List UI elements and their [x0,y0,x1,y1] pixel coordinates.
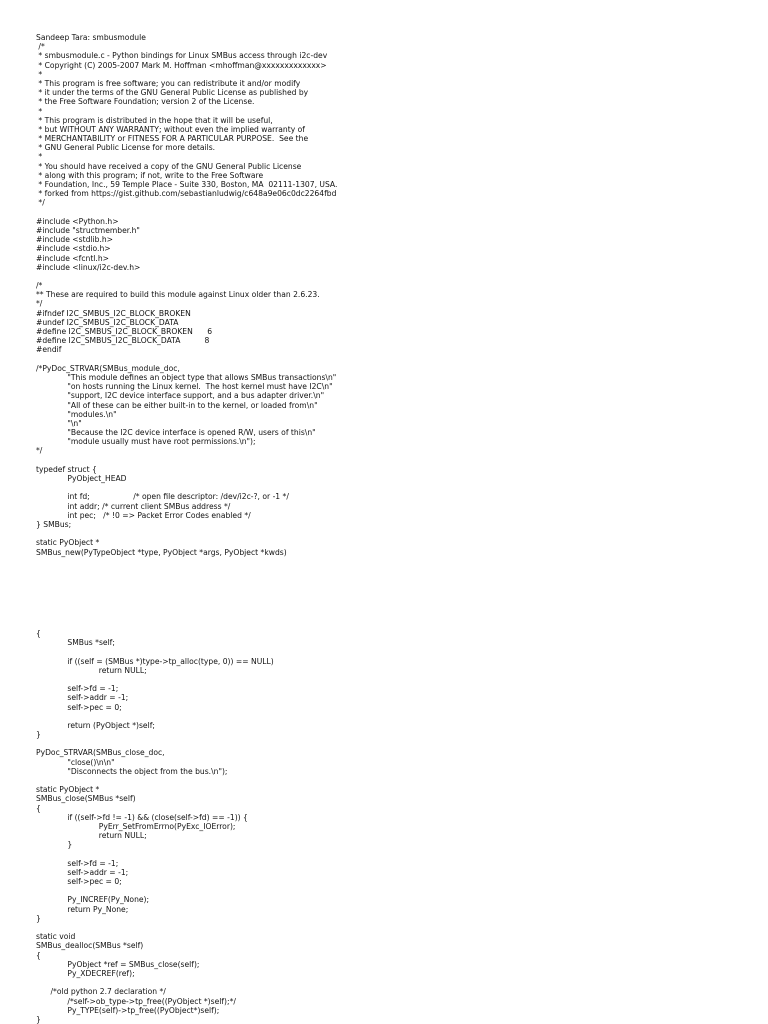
code-line: * along with this program; if not, write to the Free Software [36,170,264,180]
code-line: SMBus_new(PyTypeObject *type, PyObject *args, PyObject *kwds) [36,547,287,557]
code-line: "close()\n\n" [36,757,115,767]
code-line [36,675,274,684]
code-line: /*self->ob_type->tp_free((PyObject *)self);*/ [36,996,236,1006]
code-line: * [36,69,43,79]
code-line: SMBus_close(SMBus *self) [36,794,136,804]
code-line: /* [36,281,43,291]
code-line: } [36,840,73,850]
code-line: PyErr_SetFromErrno(PyExc_IOError); [36,821,236,831]
code-line: "Because the I2C device interface is opened R/W, users of this\n" [36,428,316,438]
code-line: Py_XDECREF(ref); [36,968,135,978]
code-line: /*old python 2.7 declaration */ [36,987,166,997]
code-line: * the Free Software Foundation; version 2 of the License. [36,97,255,107]
code-line: "Disconnects the object from the bus.\n"); [36,766,228,776]
code-line: return NULL; [36,665,147,675]
code-line: int addr; /* current client SMBus address */ [36,501,231,511]
code-line: #include <linux/i2c-dev.h> [36,262,141,272]
code-line: } [36,913,41,923]
code-line: { [36,950,41,960]
code-line: } [36,730,41,740]
code-line: PyObject *ref = SMBus_close(self); [36,959,200,969]
code-line: self->fd = -1; [36,858,119,868]
code-line: * [36,152,43,162]
code-line [36,923,274,932]
code-line: #define I2C_SMBUS_I2C_BLOCK_DATA 8 [36,336,210,346]
code-line: * GNU General Public License for more details. [36,143,216,153]
code-line [36,850,274,859]
code-line: * MERCHANTABILITY or FITNESS FOR A PARTICULAR PURPOSE. See the [36,134,309,144]
code-line: { [36,629,41,638]
code-line: PyDoc_STRVAR(SMBus_close_doc, [36,748,165,758]
code-line: */ [36,299,43,309]
code-line [36,208,337,217]
code-line: { [36,803,41,813]
document-text-bottom [36,629,274,1024]
code-line: #include <stdio.h> [36,244,111,254]
code-line: PyObject_HEAD [36,474,127,483]
code-line: static PyObject * [36,538,100,548]
code-line: #include <Python.h> [36,216,119,226]
code-line: * This program is distributed in the hope that it will be useful, [36,115,273,125]
code-line: static PyObject * [36,785,100,795]
code-line: if ((self = (SMBus *)type->tp_alloc(type, 0)) == NULL) [36,656,274,666]
code-line: "modules.\n" [36,409,117,419]
code-line: * Foundation, Inc., 59 Temple Place - Suite 330, Boston, MA 02111-1307, USA. [36,180,338,189]
code-line [36,886,274,895]
code-line: * Copyright (C) 2005-2007 Mark M. Hoffman <mhoffman@xxxxxxxxxxxxx> [36,60,327,70]
code-line: Sandeep Tara: smbusmodule [36,33,146,42]
code-line [36,483,337,492]
code-line: #ifndef I2C_SMBUS_I2C_BLOCK_BROKEN [36,308,191,318]
code-line: } [36,1014,41,1024]
code-line [36,272,337,281]
code-line: SMBus *self; [36,638,115,648]
code-line: "support, I2C device interface support, and a bus adapter driver.\n" [36,391,325,401]
code-line: return NULL; [36,831,147,841]
code-line [36,739,274,748]
code-line: * forked from https://gist.github.com/sebastianludwig/c648a9e06c0dc2264fbd [36,189,337,199]
code-line: * but WITHOUT ANY WARRANTY; without even the implied warranty of [36,124,305,134]
code-line: */ [36,446,43,456]
code-line: self->fd = -1; [36,684,119,694]
code-line [36,776,274,785]
code-line [36,456,337,465]
code-line: * This program is free software; you can redistribute it and/or modify [36,78,301,88]
code-line: * smbusmodule.c - Python bindings for Linux SMBus access through i2c-dev [36,51,328,61]
code-line: ** These are required to build this module against Linux older than 2.6.23. [36,290,320,300]
code-line: #endif [36,345,62,355]
code-line: */ [36,198,45,208]
code-line: "This module defines an object type that allows SMBus transactions\n" [36,372,337,382]
code-line: "\n" [36,418,82,428]
code-line: #include <stdlib.h> [36,235,114,245]
code-line: static void [36,932,76,942]
code-line [36,978,274,987]
code-line: return Py_None; [36,904,129,914]
document-text-top [36,33,337,557]
code-line: } SMBus; [36,519,72,529]
code-line: * it under the terms of the GNU General Public License as published by [36,88,309,98]
code-line: /* [36,42,45,52]
code-line: * [36,106,43,116]
code-line: * You should have received a copy of the GNU General Public License [36,161,302,171]
code-line: typedef struct { [36,464,97,474]
code-line: #include "structmember.h" [36,225,140,235]
code-line: self->addr = -1; [36,693,129,703]
code-line [36,355,337,364]
code-line: int pec; /* !0 => Packet Error Codes enabled */ [36,510,251,520]
code-line: if ((self->fd != -1) && (close(self->fd) == -1)) { [36,812,248,822]
code-line: self->pec = 0; [36,702,122,712]
code-line: /*PyDoc_STRVAR(SMBus_module_doc, [36,363,180,373]
code-line: #undef I2C_SMBUS_I2C_BLOCK_DATA [36,317,179,327]
code-line: self->addr = -1; [36,867,129,877]
code-line: Py_TYPE(self)->tp_free((PyObject*)self); [36,1005,220,1015]
code-line: int fd; /* open file descriptor: /dev/i2c-?, or -1 */ [36,492,289,502]
code-line: Py_INCREF(Py_None); [36,895,150,905]
code-line: "module usually must have root permissions.\n"); [36,437,256,447]
code-line: self->pec = 0; [36,877,122,887]
code-line [36,647,274,656]
code-line: "All of these can be either built-in to the kernel, or loaded from\n" [36,400,318,410]
code-line: "on hosts running the Linux kernel. The host kernel must have I2C\n" [36,382,333,392]
code-line: #include <fcntl.h> [36,253,109,263]
code-line [36,712,274,721]
code-line: return (PyObject *)self; [36,720,155,730]
code-line [36,529,337,538]
code-line: #define I2C_SMBUS_I2C_BLOCK_BROKEN 6 [36,327,213,336]
code-line: SMBus_dealloc(SMBus *self) [36,941,144,951]
